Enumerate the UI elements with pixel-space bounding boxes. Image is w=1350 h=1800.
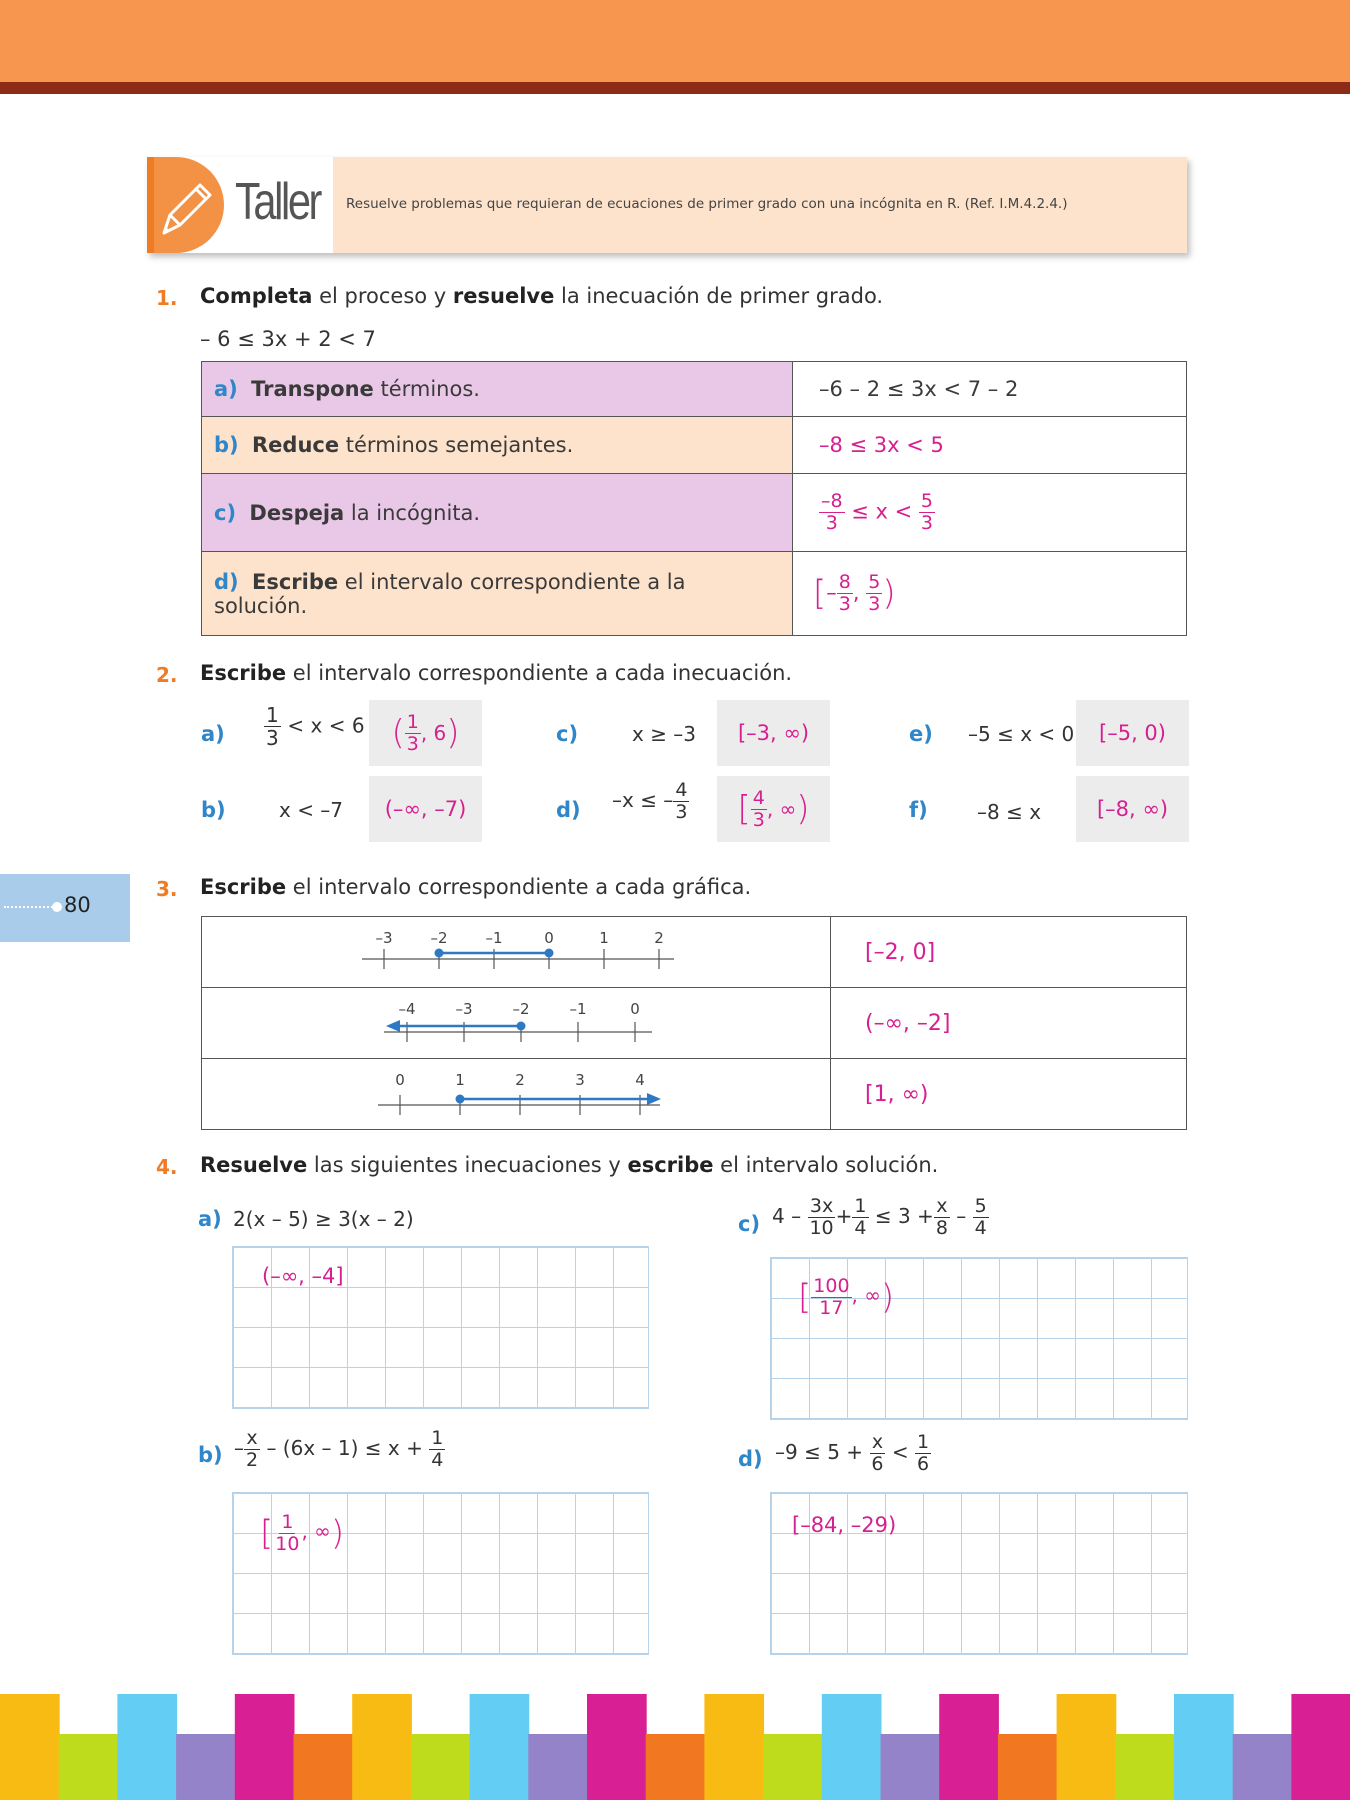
q4b-label: b) [198, 1443, 223, 1467]
svg-text:–2: –2 [430, 929, 448, 947]
q1-answer-b: –8 ≤ 3x < 5 [793, 417, 1187, 474]
q1-step-a: a) Transpone términos. [202, 362, 793, 417]
q2f-answer: [–8, ∞) [1076, 776, 1189, 842]
top-banner [0, 0, 1350, 82]
q4-statement: Resuelve las siguientes inecuaciones y escribe el intervalo solución. [200, 1153, 939, 1177]
q4-number: 4. [156, 1155, 178, 1179]
svg-text:–3: –3 [455, 1000, 473, 1018]
q2f-label: f) [909, 798, 928, 822]
svg-text:0: 0 [544, 929, 554, 947]
bottom-bar-stripe [1057, 1694, 1117, 1800]
bottom-bar-stripe [411, 1734, 471, 1800]
number-line-1 [202, 917, 830, 983]
number-line-3 [202, 1059, 830, 1125]
q2e-expression: –5 ≤ x < 0 [968, 722, 1075, 746]
svg-text:4: 4 [635, 1071, 645, 1089]
q2-number: 2. [156, 663, 178, 687]
bottom-color-bar [0, 1694, 1350, 1800]
svg-text:1: 1 [455, 1071, 465, 1089]
q3-answer-2: (–∞, –2] [831, 988, 1187, 1059]
q2b-answer: (–∞, –7) [369, 776, 482, 842]
svg-text:–1: –1 [569, 1000, 587, 1018]
q4d-expression: –9 ≤ 5 + $\frac{x}{6}$ < $\frac{1}{6}$ [775, 1431, 930, 1475]
page-number: 80 [64, 893, 91, 917]
svg-text:2: 2 [654, 929, 664, 947]
q4a-expression: 2(x – 5) ≥ 3(x – 2) [233, 1207, 414, 1231]
bottom-bar-stripe [881, 1734, 941, 1800]
q2f-expression: –8 ≤ x [977, 800, 1042, 824]
q1-answer-c: $\frac{-8}{3}$ ≤ x < $\frac{5}{3}$ [793, 474, 1187, 552]
q2-statement: Escribe el intervalo correspondiente a cada inecuación. [200, 661, 793, 685]
q2b-expression: x < –7 [279, 798, 344, 822]
q2b-label: b) [201, 798, 226, 822]
svg-text:–1: –1 [485, 929, 503, 947]
q2a-answer: ( $\frac{1}{3}$ , 6 ) [369, 700, 482, 766]
q2c-expression: x ≥ –3 [632, 722, 697, 746]
svg-text:–4: –4 [398, 1000, 416, 1018]
taller-accent-bar [147, 157, 154, 253]
q4a-label: a) [198, 1207, 222, 1231]
q2d-answer: [ $\frac{4}{3}$ , ∞ ) [717, 776, 830, 842]
q2d-label: d) [556, 798, 581, 822]
q2c-label: c) [556, 722, 579, 746]
svg-text:3: 3 [575, 1071, 585, 1089]
svg-text:–2: –2 [512, 1000, 530, 1018]
bottom-bar-stripe [646, 1734, 706, 1800]
bottom-bar-stripe [763, 1734, 823, 1800]
q4c-expression: 4 – $\frac{3x}{10}$ + $\frac{1}{4}$ ≤ 3 + $\frac{x}{8}$ – $\frac{5}{4}$ [772, 1195, 987, 1239]
bottom-bar-stripe [0, 1694, 60, 1800]
bottom-bar-stripe [704, 1694, 764, 1800]
bottom-bar-stripe [1174, 1694, 1234, 1800]
q3-answer-3: [1, ∞) [831, 1059, 1187, 1130]
bottom-bar-stripe [117, 1694, 177, 1800]
bottom-bar-stripe [822, 1694, 882, 1800]
q3-number: 3. [156, 877, 178, 901]
q2e-label: e) [909, 722, 933, 746]
q3-table [201, 916, 1187, 1130]
bottom-bar-stripe [59, 1734, 119, 1800]
q1-statement: Completa el proceso y resuelve la inecuación de primer grado. [200, 284, 884, 308]
q2a-expression: $\frac{1}{3}$ < x < 6 [266, 703, 365, 750]
q1-step-b: b) Reduce términos semejantes. [202, 417, 793, 474]
q3-answer-1: [–2, 0] [831, 917, 1187, 988]
top-stripe [0, 82, 1350, 94]
q2d-expression: –x ≤ – $\frac{4}{3}$ [612, 779, 688, 823]
q4b-answer: [ $\frac{1}{10}$ , ∞) [260, 1511, 345, 1555]
bottom-bar-stripe [235, 1694, 295, 1800]
bottom-bar-stripe [587, 1694, 647, 1800]
bottom-bar-stripe [1291, 1694, 1350, 1800]
q2a-label: a) [201, 722, 225, 746]
bottom-bar-stripe [1115, 1734, 1175, 1800]
svg-text:0: 0 [630, 1000, 640, 1018]
bottom-bar-stripe [470, 1694, 530, 1800]
bottom-bar-stripe [939, 1694, 999, 1800]
number-line-2 [202, 988, 830, 1054]
bottom-bar-stripe [294, 1734, 354, 1800]
q1-expression: – 6 ≤ 3x + 2 < 7 [200, 327, 376, 351]
section-description: Resuelve problemas que requieran de ecuaciones de primer grado con una incógnita en R. (Ref. I.M.4.2.4.) [346, 196, 1068, 212]
bottom-bar-stripe [998, 1734, 1058, 1800]
svg-text:0: 0 [395, 1071, 405, 1089]
q4d-answer: [–84, –29) [792, 1513, 897, 1537]
q2c-answer: [–3, ∞) [717, 700, 830, 766]
bottom-bar-stripe [528, 1734, 588, 1800]
q1-table [201, 361, 1187, 636]
bottom-bar-stripe [1233, 1734, 1293, 1800]
svg-text:2: 2 [515, 1071, 525, 1089]
q3-graph-2 [202, 988, 831, 1059]
q4d-label: d) [738, 1447, 763, 1471]
q4c-answer: [ $\frac{100}{17}$ , ∞) [798, 1275, 895, 1319]
q3-graph-3 [202, 1059, 831, 1130]
q1-number: 1. [156, 286, 178, 310]
q3-statement: Escribe el intervalo correspondiente a cada gráfica. [200, 875, 752, 899]
q4a-answer: (–∞, –4] [262, 1264, 344, 1288]
svg-text:1: 1 [599, 929, 609, 947]
q4b-expression: – $\frac{x}{2}$ – (6x – 1) ≤ x + $\frac{1}{4}$ [234, 1427, 444, 1471]
pencil-icon [154, 157, 224, 253]
svg-text:–3: –3 [375, 929, 393, 947]
page-dots [4, 906, 56, 908]
q1-answer-a: –6 – 2 ≤ 3x < 7 – 2 [793, 362, 1187, 417]
q1-answer-d: [– $\frac{8}{3}$ , $\frac{5}{3}$ ) [793, 552, 1187, 636]
q1-step-d: d) Escribe el intervalo correspondiente a la solución. [202, 552, 793, 636]
section-title: Taller [235, 173, 321, 231]
q3-graph-1 [202, 917, 831, 988]
q4c-label: c) [738, 1212, 761, 1236]
q1-step-c: c) Despeja la incógnita. [202, 474, 793, 552]
page-dot [52, 902, 62, 912]
bottom-bar-stripe [352, 1694, 412, 1800]
bottom-bar-stripe [176, 1734, 236, 1800]
q2e-answer: [–5, 0) [1076, 700, 1189, 766]
pencil-badge [154, 157, 224, 253]
